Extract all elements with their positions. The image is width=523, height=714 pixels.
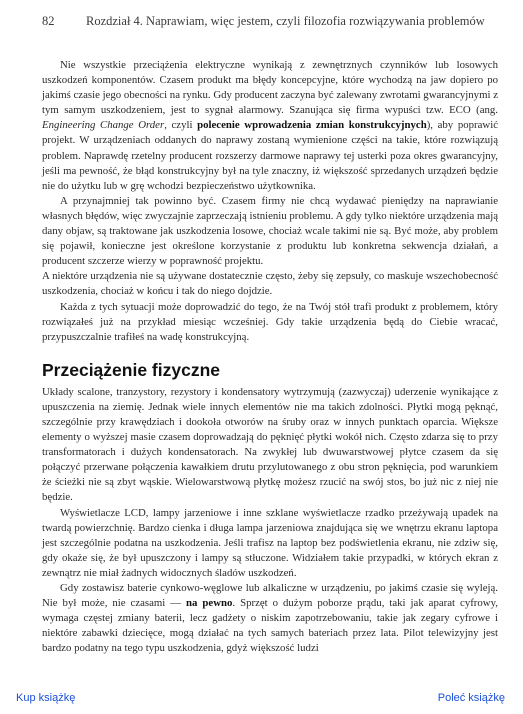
- bold-text: na pewno: [186, 597, 233, 610]
- text-run: Każda z tych sytuacji może doprowadzić do tego, że na Twój stół trafi produkt z problemem, który rozwiązałeś już na przykład miesiąc wcześniej. Gdy takie urządzenia będą do Ciebie wracać, przypuszczalnie trafiłeś na wadę konstrukcyjną.: [42, 300, 498, 343]
- paragraph: [42, 194, 498, 269]
- paragraph: [42, 300, 498, 345]
- paragraph: [42, 506, 498, 581]
- page-body: [42, 58, 498, 656]
- text-run: . Sprzęt o dużym poborze prądu, taki jak aparat cyfrowy, wymaga częstej zmiany baterii, lecz gadżety o niskim zapotrzebowaniu, takie jak zegary cyfrowe i niektóre zabawki dziecięce, mogą działać na tych samych bateriach przez lata. Pilot telewizyjny jest bardzo podatny na tego typu uszkodzenia, gdyż większość ludzi: [42, 597, 498, 655]
- page-number: 82: [42, 14, 55, 28]
- page-header: [42, 14, 499, 29]
- text-run: ), aby poprawić projekt. W urządzeniach oddanych do naprawy zostaną wymienione części na takie, które rozwiązują problem. Naprawdę rzetelny producent rozszerzy darmowe naprawy tej usterki poza okres gwarancyjny, jeśli ma pewność, że błąd konstrukcyjny był na tyle znaczny, iż większość sprzedanych urządzeń będzie nie do użytku lub w grę wchodzi bezpieczeństwo użytkownika.: [42, 119, 498, 192]
- page-footer: [16, 692, 505, 704]
- running-title: Rozdział 4. Naprawiam, więc jestem, czyli filozofia rozwiązywania problemów: [86, 14, 485, 28]
- paragraph: [42, 581, 498, 656]
- buy-book-link[interactable]: Kup książkę: [16, 692, 76, 704]
- bold-text: polecenie wprowadzenia zmian konstrukcyjnych: [197, 119, 427, 132]
- intro-paragraphs: [42, 58, 498, 345]
- text-run: Nie wszystkie przeciążenia elektryczne wynikają z zewnętrznych czynników lub losowych uszkodzeń komponentów. Czasem produkt ma błędy koncepcyjne, które wychodzą na jaw dopiero po jakimś czasie jego obecności na rynku. Gdy producent zaczyna być zalewany zwrotami gwarancyjnymi z tym samym uszkodzeniem, jest to sygnał alarmowy. Szanująca się firma wypuści tzw. ECO (ang.: [42, 59, 498, 117]
- text-run: A przynajmniej tak powinno być. Czasem firmy nie chcą wydawać pieniędzy na naprawianie własnych błędów, więc zwyczajnie zaprzeczają istnieniu problemu. A gdy tylko niektóre urządzenia mają dany objaw, są traktowane jak uszkodzenia losowe, chociaż wcale takimi nie są. Być może, aby problem się pojawił, konieczne jest określone korzystanie z produktu lub konkretna sekwencja działań, a producent szczerze wierzy w poprawność projektu.: [42, 194, 498, 268]
- text-run: Wyświetlacze LCD, lampy jarzeniowe i inne szklane wyświetlacze rzadko przeżywają upadek na twardą powierzchnię. Bardzo cienka i długa lampa jarzeniowa znajdująca się we wnętrzu ekranu laptopa jest szczególnie podatna na uszkodzenia. Jeśli trafisz na laptop bez podświetlenia ekranu, nie zdziw się, gdy okaże się, że był upuszczony i lampy są stłuczone. Widziałem takie przypadki, w których ekran z zewnątrz nie miał żadnych widocznych śladów uszkodzeń.: [42, 506, 498, 579]
- italic-text: Engineering Change Order: [42, 119, 165, 132]
- recommend-book-link[interactable]: Poleć książkę: [437, 692, 505, 704]
- section-heading: Przeciążenie fizyczne: [42, 359, 220, 380]
- text-run: A niektóre urządzenia nie są używane dostatecznie często, żeby się zepsuły, co maskuje wszechobecność uszkodzenia, chociaż w końcu i tak do niego dojdzie.: [42, 270, 498, 298]
- text-run: , czyli: [164, 119, 198, 132]
- text-run: Układy scalone, tranzystory, rezystory i kondensatory wytrzymują (zazwyczaj) uderzenie wynikające z upuszczenia na ziemię. Jednak wiele innych elementów nie ma takich zdolności. Płytki mogą pęknąć, szczególnie przy krawędziach i dookoła otworów na śruby oraz w innych punktach oparcia. Większe elementy o wyższej masie czasem doprowadzają do pęknięć płytki wokół nich. Często zdarza się to przy transformatorach i dużych kondensatorach. Na zwykłej lub dwuwarstwowej płytce czasem da się połączyć przerwane połączenia kawałkiem drutu przylutowanego z obu stron pęknięcia, pod warunkiem że ścieżki nie są zbyt wąskie. Wielowarstwową płytkę możesz rzucić na swój stos, bo już nic z niej nie będzie.: [42, 385, 498, 504]
- paragraph: [42, 58, 498, 194]
- section-paragraphs: [42, 385, 498, 657]
- paragraph: [42, 269, 498, 299]
- paragraph: [42, 385, 498, 506]
- text-run: Gdy zostawisz baterie cynkowo-węglowe lub alkaliczne w urządzeniu, po jakimś czasie się wyleją. Nie był może, nie czasami —: [42, 582, 498, 610]
